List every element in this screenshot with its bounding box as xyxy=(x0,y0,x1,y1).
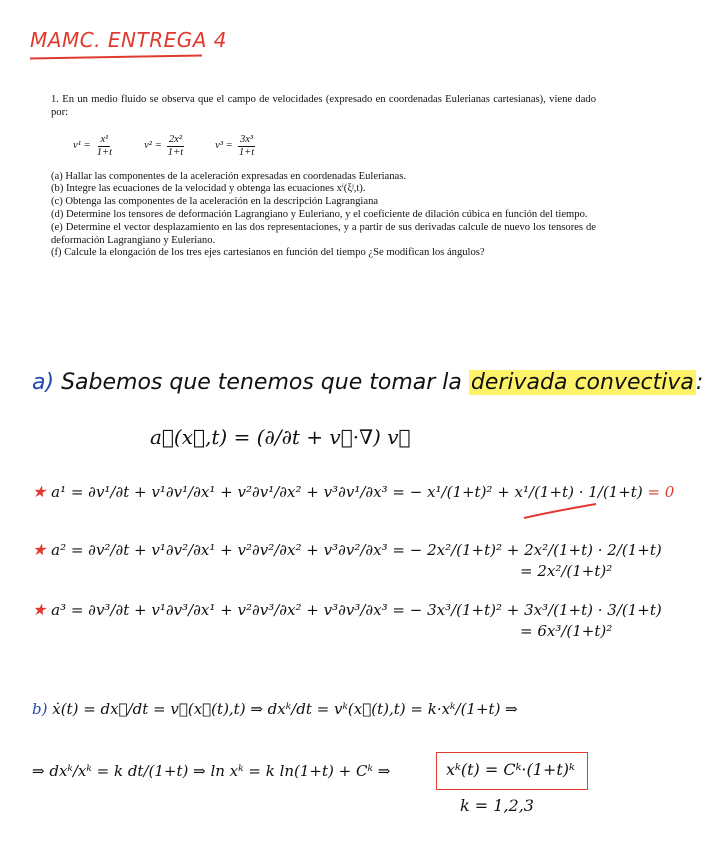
formula-v2 xyxy=(144,134,185,159)
part-b: (b) Integre las ecuaciones de la velocidad y obtenga las ecuaciones xⁱ(ξʲ,t). xyxy=(51,183,366,195)
solution-b-line2: ⇒ dxᵏ/xᵏ = k dt/(1+t) ⇒ ln xᵏ = k ln(1+t) + Cᵏ ⇒ xyxy=(32,762,391,780)
part-c: (c) Obtenga las componentes de la aceleración en la descripción Lagrangiana xyxy=(51,196,379,208)
equation-a2-result: = 2x²/(1+t)² xyxy=(520,562,613,580)
part-a: (a) Hallar las componentes de la aceleración expresadas en coordenadas Eulerianas. xyxy=(51,170,407,182)
equation-a1-body: a¹ = ∂v¹/∂t + v¹∂v¹/∂x¹ + v²∂v¹/∂x² + v³∂v¹/∂x³ = − x¹/(1+t)² + x¹/(1+t) · 1/(1+t) xyxy=(51,483,643,501)
formula-v2-lhs: v² = xyxy=(144,139,162,151)
solution-b-result: xᵏ(t) = Cᵏ·(1+t)ᵏ xyxy=(446,760,575,779)
formula-v1-lhs: v¹ = xyxy=(73,139,91,151)
velocity-formulas xyxy=(73,134,596,159)
solution-a-colon: : xyxy=(695,370,703,395)
part-f: (f) Calcule la elongación de los tres ejes cartesianos en función del tiempo ¿Se modifican los ángulos? xyxy=(51,247,485,259)
red-underline xyxy=(520,500,600,524)
solution-b-label: b) xyxy=(32,700,48,718)
solution-a-text: Sabemos que tenemos que tomar la xyxy=(61,370,462,395)
formula-v1-den: 1+t xyxy=(96,146,113,158)
part-d: (d) Determine los tensores de deformación Lagrangiano y Euleriano, y el coeficiente de dilación cúbica en función del tiempo. xyxy=(51,208,588,220)
equation-a3-body: a³ = ∂v³/∂t + v¹∂v³/∂x¹ + v²∂v³/∂x² + v³∂v³/∂x³ = − 3x³/(1+t)² + 3x³/(1+t) · 3/(1+t) xyxy=(51,601,662,619)
highlighted-phrase: derivada convectiva xyxy=(470,370,694,395)
equation-a1 xyxy=(32,482,674,501)
star-icon: ★ xyxy=(32,482,47,501)
equation-a3 xyxy=(32,600,662,619)
formula-v3-den: 1+t xyxy=(238,146,255,158)
formula-v3-num: 3x³ xyxy=(239,133,254,145)
formula-v2-den: 1+t xyxy=(167,146,184,158)
equation-a2 xyxy=(32,540,662,559)
equation-a3-result: = 6x³/(1+t)² xyxy=(520,622,613,640)
formula-v3-lhs: v³ = xyxy=(215,139,233,151)
solution-a-label: a) xyxy=(32,370,55,395)
star-icon: ★ xyxy=(32,540,47,559)
star-icon: ★ xyxy=(32,600,47,619)
equation-a1-result: = 0 xyxy=(647,483,675,501)
solution-a-heading xyxy=(32,370,703,395)
solution-b-k: k = 1,2,3 xyxy=(460,796,534,815)
problem-parts xyxy=(51,171,596,261)
red-underline-path xyxy=(524,504,596,518)
page-title: MAMC. ENTREGA 4 xyxy=(30,28,227,52)
formula-v2-num: 2x² xyxy=(168,133,183,145)
equation-a2-body: a² = ∂v²/∂t + v¹∂v²/∂x¹ + v²∂v²/∂x² + v³∂v²/∂x³ = − 2x²/(1+t)² + 2x²/(1+t) · 2/(1+t) xyxy=(51,541,662,559)
formula-v1 xyxy=(73,134,114,159)
solution-b-line1-body: ẋ(t) = dx⃗/dt = v⃗(x⃗(t),t) ⇒ dxᵏ/dt = vᵏ(x⃗(t),t) = k·xᵏ/(1+t) ⇒ xyxy=(52,700,518,718)
problem-statement xyxy=(51,94,596,260)
formula-v1-num: x¹ xyxy=(100,133,109,145)
title-underline xyxy=(30,54,202,59)
solution-b-line1 xyxy=(32,700,518,718)
problem-intro: 1. En un medio fluido se observa que el campo de velocidades (expresado en coordenadas Eulerianas cartesianas), viene dado por: xyxy=(51,94,596,118)
formula-v3 xyxy=(215,134,256,159)
part-e: (e) Determine el vector desplazamiento en las dos representaciones, y a partir de sus derivadas calcule de nuevo los tensores de deformación Lagrangiano y Euleriano. xyxy=(51,221,596,246)
acceleration-definition: a⃗(x⃗,t) = (∂/∂t + v⃗·∇) v⃗ xyxy=(150,425,411,449)
